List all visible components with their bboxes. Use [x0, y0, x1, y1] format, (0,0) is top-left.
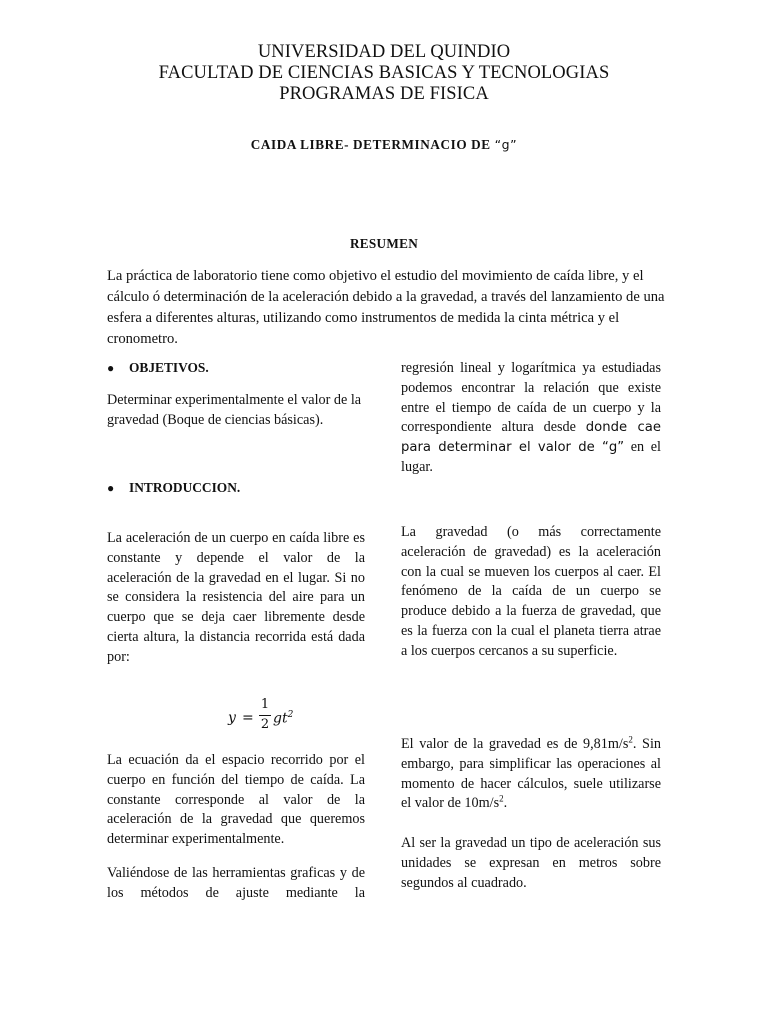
- intro-paragraph-2-text: La ecuación da el espacio recorrido por el cuerpo en función del tiempo de caída. La constante corresponde al valor de la aceleración de la gravedad que queremos determinar experimentalmente.: [107, 752, 365, 848]
- objetivos-heading-text: OBJETIVOS.: [129, 360, 209, 375]
- right-paragraph-1-mixed: donde cae para determinar el valor de “g”: [401, 420, 662, 456]
- period: .: [503, 795, 508, 812]
- document-title-text: CAIDA LIBRE- DETERMINACIO DE: [250, 137, 495, 152]
- superscript-2: 2: [499, 793, 504, 804]
- introduccion-section: [107, 478, 365, 499]
- superscript-1: 2: [628, 734, 633, 745]
- formula-equals: =: [242, 710, 254, 726]
- right-paragraph-3-text: [401, 735, 661, 814]
- free-fall-formula: [228, 697, 318, 739]
- intro-paragraph-3-text: Valiéndose de las herramientas graficas y de los métodos de ajuste mediante la: [107, 865, 365, 901]
- right-paragraph-2-text: La gravedad (o más correctamente aceleración de gravedad) es la aceleración con la cual se mueven los cuerpos al caer. El fenómeno de la caída de un cuerpo se produce debido a la fuerza de gravedad, que es la fuerza con la cual el planeta tierra atrae a los cuerpos cercanos a su superficie.: [401, 524, 661, 659]
- introduccion-heading: [107, 478, 365, 499]
- formula-denominator: 2: [260, 717, 270, 732]
- objetivos-text: [107, 391, 369, 431]
- intro-paragraph-2: [107, 751, 365, 850]
- objetivos-section: [107, 358, 365, 379]
- introduccion-heading-text: INTRODUCCION.: [129, 480, 241, 495]
- gravity-simplified-text: . Sin embargo, para simplificar las operaciones al momento de hacer cálculos, suele utilizarse el valor de 10m/s: [401, 736, 661, 812]
- intro-paragraph-1-text: La aceleración de un cuerpo en caída libre es constante y depende el valor de la aceleración de la gravedad en el lugar. Si no se considera la resistencia del aire para un cuerpo que se deja caer libremente desde cierta altura, la distancia recorrida está dada por:: [107, 530, 365, 665]
- document-title-g: “g”: [494, 137, 518, 152]
- formula-exponent: 2: [287, 710, 294, 720]
- gravity-value-text: El valor de la gravedad es de 9,81m/s: [401, 736, 629, 752]
- fraction-bar: [259, 715, 271, 716]
- formula-numerator: 1: [260, 697, 270, 712]
- abstract-text: La práctica de laboratorio tiene como objetivo el estudio del movimiento de caída libre, y el cálculo ó determinación de la aceleración debido a la gravedad, a través del lanzamiento de una esfera a diferentes alturas, utilizando como instrumentos de medida la cinta métrica y el cronometro.: [107, 268, 665, 347]
- formula-fraction: [259, 697, 271, 733]
- right-paragraph-1-start: regresión lineal y logarítmica ya estudiadas podemos encontrar la relación que existe entre el tiempo de caída de un cuerpo y la correspondiente altura desde: [401, 360, 661, 436]
- formula-rhs-text: gt: [273, 710, 288, 727]
- bullet-icon: ●: [107, 361, 115, 375]
- intro-paragraph-1: [107, 529, 365, 668]
- university-header: [0, 42, 768, 105]
- formula-rhs: [273, 710, 293, 727]
- right-paragraph-1: [401, 359, 661, 478]
- formula-lhs: y: [228, 710, 236, 726]
- right-paragraph-4-text: Al ser la gravedad un tipo de aceleración sus unidades se expresan en metros sobre segundos al cuadrado.: [401, 835, 661, 891]
- right-paragraph-1-end: en el lugar.: [401, 439, 661, 475]
- intro-paragraph-3: [107, 864, 365, 904]
- header-university: UNIVERSIDAD DEL QUINDIO: [257, 42, 511, 62]
- right-paragraph-3: [401, 735, 661, 814]
- document-title: [0, 137, 768, 153]
- header-faculty: FACULTAD DE CIENCIAS BASICAS Y TECNOLOGIAS: [158, 63, 610, 83]
- objetivos-paragraph: Determinar experimentalmente el valor de la gravedad (Boque de ciencias básicas).: [107, 392, 362, 428]
- right-paragraph-2: [401, 523, 661, 662]
- objetivos-heading: [107, 358, 365, 379]
- header-program: PROGRAMAS DE FISICA: [279, 84, 489, 104]
- right-paragraph-1-text: [401, 359, 661, 478]
- bullet-icon: ●: [107, 481, 115, 495]
- abstract-heading: RESUMEN: [349, 236, 419, 251]
- right-paragraph-4: [401, 834, 661, 893]
